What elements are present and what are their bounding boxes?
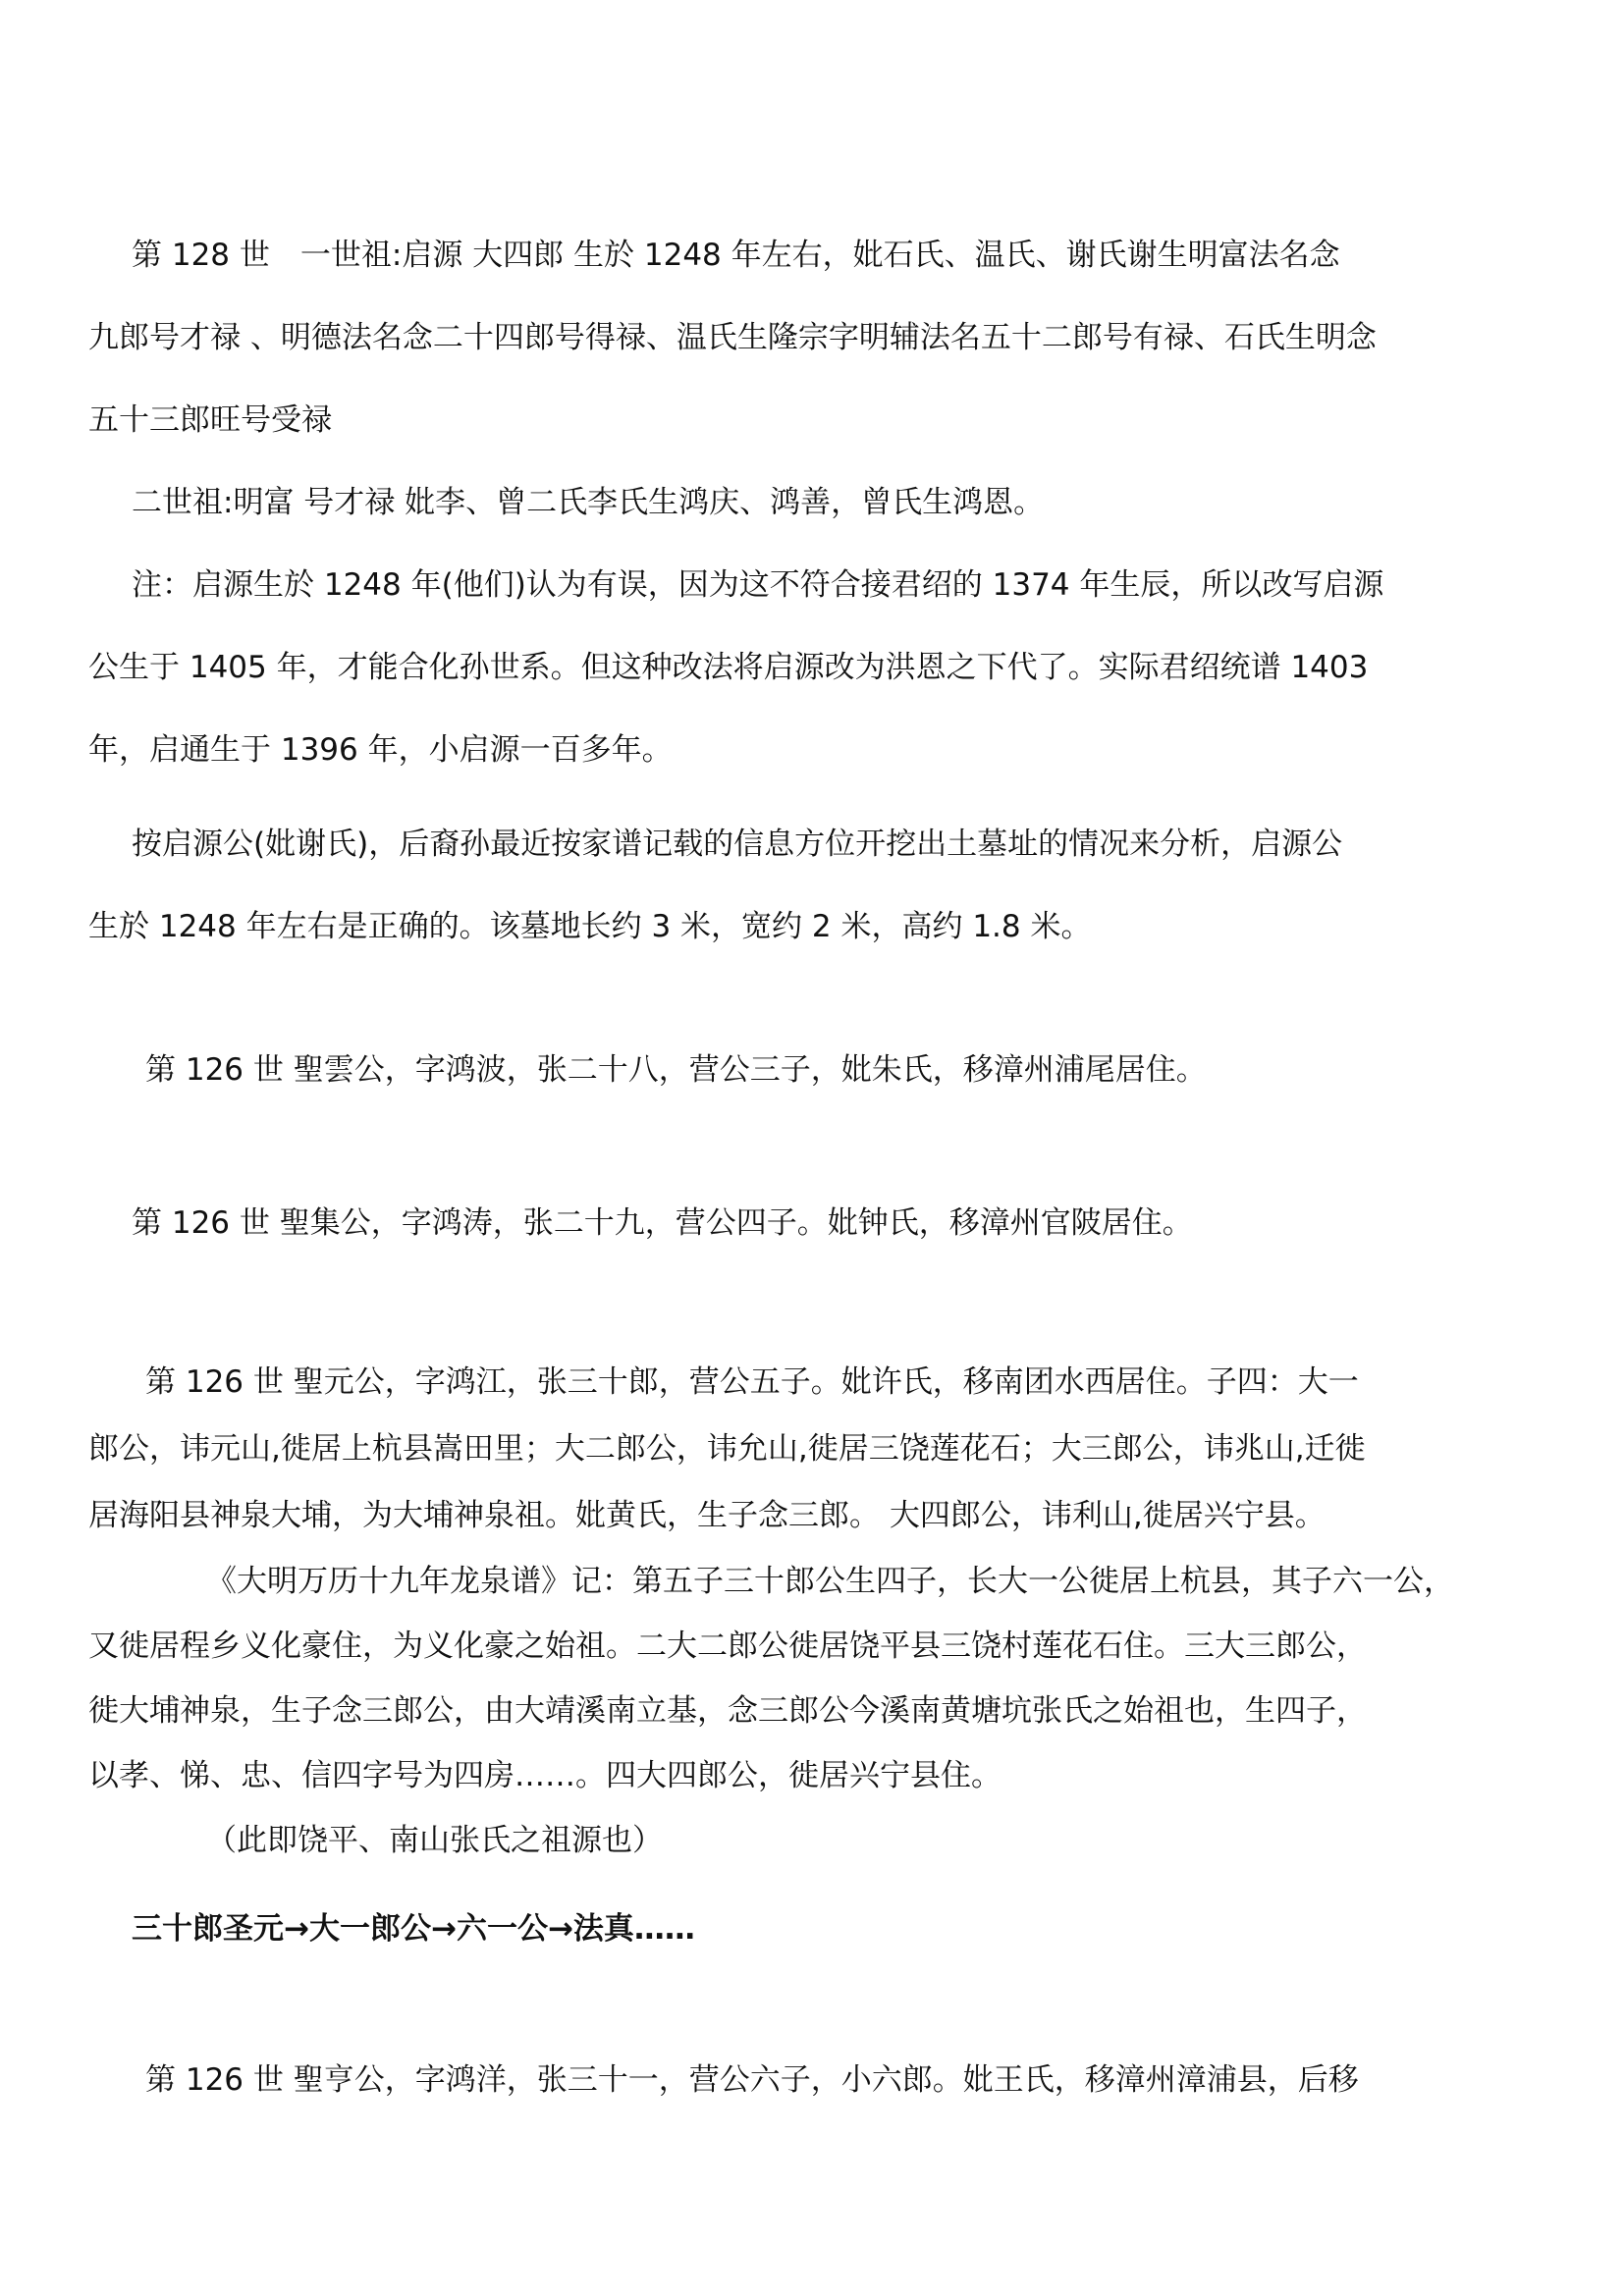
text-line: 第 126 世 聖集公，字鸿涛，张二十九，营公四子。妣钟氏，移漳州官陂居住。 — [132, 1205, 1193, 1241]
text-line: 三十郎圣元→大一郎公→六一公→法真…… — [132, 1911, 695, 1947]
text-line: 公生于 1405 年，才能合化孙世系。但这种改法将启源改为洪恩之下代了。实际君绍统谱 1403 — [88, 650, 1369, 685]
text-line: 注：启源生於 1248 年(他们)认为有误，因为这不符合接君绍的 1374 年生辰，所以改写启源 — [132, 567, 1384, 603]
paragraph-generation-128 — [88, 214, 1516, 461]
text-line: 《大明万历十九年龙泉谱》记：第五子三十郎公生四子，长大一公徙居上杭县，其子六一公， — [206, 1564, 1454, 1599]
text-line: 二世祖:明富 号才禄 妣李、曾二氏李氏生鸿庆、鸿善，曾氏生鸿恩。 — [132, 485, 1045, 520]
paragraph-shengyun — [145, 1041, 1530, 1099]
paragraph-note — [88, 544, 1516, 791]
text-line: （此即饶平、南山张氏之祖源也） — [206, 1823, 663, 1858]
text-line: 按启源公(妣谢氏)，后裔孙最近按家谱记载的信息方位开挖出土墓址的情况来分析，启源公 — [132, 827, 1343, 862]
paragraph-tomb-analysis — [88, 803, 1516, 968]
text-line: 第 126 世 聖雲公，字鸿波，张二十八，营公三子，妣朱氏，移漳州浦尾居住。 — [145, 1052, 1207, 1088]
text-line: 居海阳县神泉大埔，为大埔神泉祖。妣黄氏，生子念三郎。 大四郎公，讳利山,徙居兴宁县。 — [88, 1498, 1326, 1533]
text-line: 徙大埔神泉，生子念三郎公，由大靖溪南立基，念三郎公今溪南黄塘坑张氏之始祖也，生四子， — [88, 1693, 1367, 1729]
text-line: 五十三郎旺号受禄 — [88, 402, 332, 438]
text-line: 第 128 世 一世祖:启源 大四郎 生於 1248 年左右，妣石氏、温氏、谢氏谢生明富法名念 — [132, 238, 1340, 273]
paragraph-shengheng — [145, 2048, 1530, 2112]
paragraph-second-ancestor — [132, 461, 1516, 544]
paragraph-longquan-record — [88, 1549, 1591, 1808]
text-line: 郎公，讳元山,徙居上杭县嵩田里；大二郎公，讳允山,徙居三饶莲花石；大三郎公，讳兆山,迁徙 — [88, 1431, 1366, 1467]
text-line: 第 126 世 聖元公，字鸿江，张三十郎，营公五子。妣许氏，移南团水西居住。子四：大一 — [145, 1364, 1359, 1400]
paragraph-origin-note — [206, 1808, 1591, 1873]
lineage-chain — [132, 1896, 1516, 1961]
text-line: 九郎号才禄 、明德法名念二十四郎号得禄、温氏生隆宗字明辅法名五十二郎号有禄、石氏生明念 — [88, 320, 1377, 355]
text-line: 生於 1248 年左右是正确的。该墓地长约 3 米，宽约 2 米，高约 1.8 米。 — [88, 909, 1092, 944]
paragraph-shengyuan — [88, 1349, 1530, 1549]
text-line: 第 126 世 聖亨公，字鸿洋，张三十一，营公六子，小六郎。妣王氏，移漳州漳浦县，后移 — [145, 2062, 1359, 2098]
text-line: 又徙居程乡义化豪住，为义化豪之始祖。二大二郎公徙居饶平县三饶村莲花石住。三大三郎公， — [88, 1629, 1367, 1664]
text-line: 年，启通生于 1396 年，小启源一百多年。 — [88, 732, 673, 768]
text-line: 以孝、悌、忠、信四字号为四房……。四大四郎公，徙居兴宁县住。 — [88, 1758, 1001, 1793]
paragraph-shengji — [132, 1194, 1516, 1253]
